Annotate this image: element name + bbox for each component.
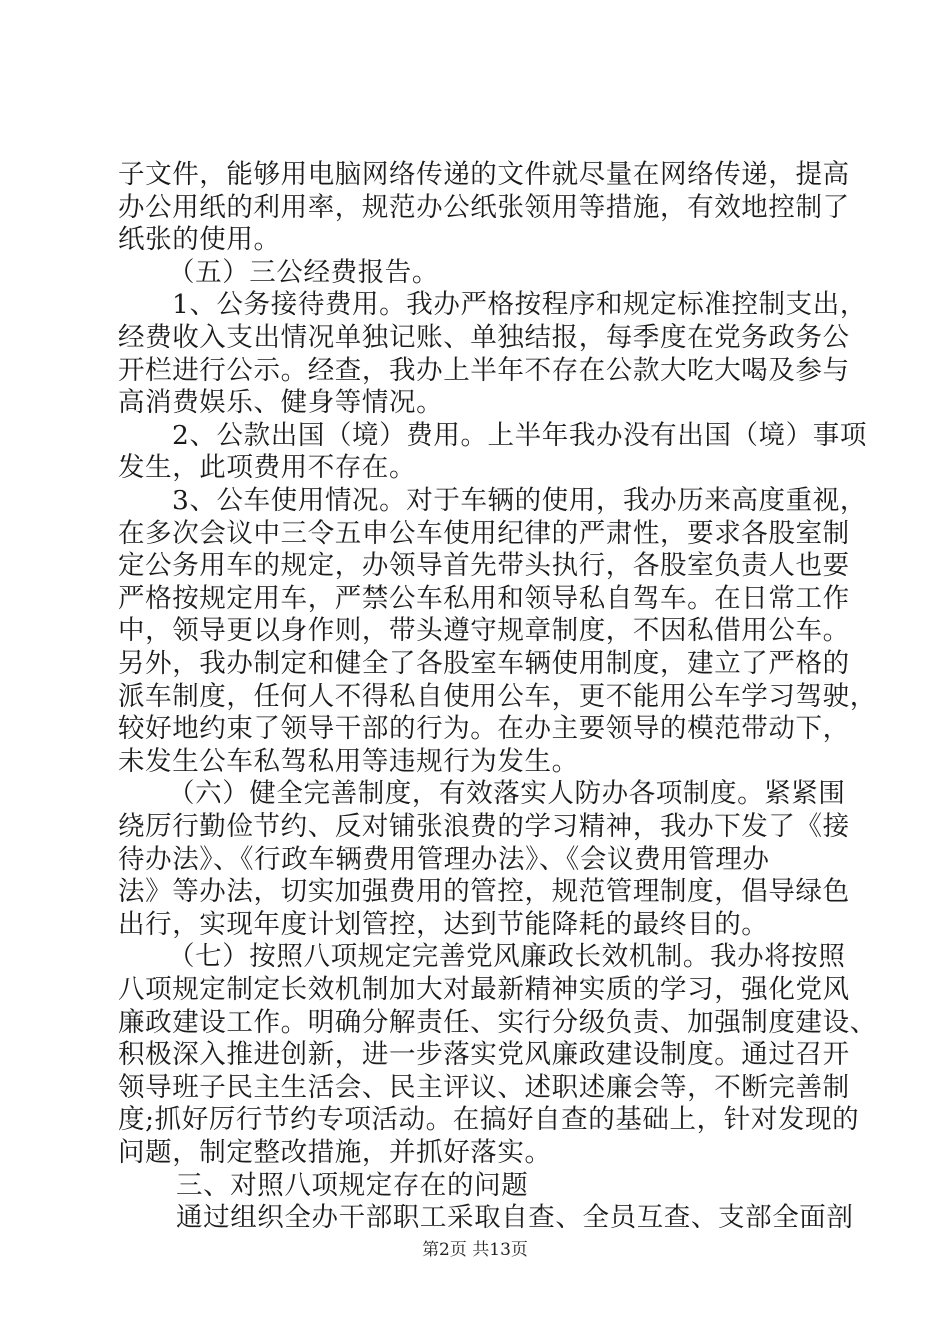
section-heading: （五）三公经费报告。 [168,257,439,288]
text-line: 领导班子民主生活会、民主评议、述职述廉会等，不断完善制 [118,1072,850,1103]
text-line: 出行，实现年度计划管控，达到节能降耗的最终目的。 [118,909,769,940]
section-heading: （七）按照八项规定完善党风廉政长效机制。我办将按照 [168,941,846,972]
text-line: 廉政建设工作。明确分解责任、实行分级负责、加强制度建设、 [118,1007,877,1038]
text-line: 派车制度，任何人不得私自使用公车，更不能用公车学习驾驶， [118,681,877,712]
text-line: 另外，我办制定和健全了各股室车辆使用制度，建立了严格的 [118,648,850,679]
text-line: 未发生公车私驾私用等违规行为发生。 [118,746,579,777]
text-line: 较好地约束了领导干部的行为。在办主要领导的模范带动下， [118,713,850,744]
text-line: 绕厉行勤俭节约、反对铺张浪费的学习精神，我办下发了《接 [118,811,850,842]
text-line: 待办法》、《行政车辆费用管理办法》、《会议费用管理办 [118,844,770,875]
text-line: 3、公车使用情况。对于车辆的使用，我办历来高度重视， [172,485,867,516]
text-line: 1、公务接待费用。我办严格按程序和规定标准控制支出， [172,289,867,320]
text-line: 2、公款出国（境）费用。上半年我办没有出国（境）事项 [172,420,867,451]
text-line: 积极深入推进创新，进一步落实党风廉政建设制度。通过召开 [118,1039,850,1070]
text-line: 开栏进行公示。经查，我办上半年不存在公款大吃大喝及参与 [118,355,850,386]
text-line: 发生，此项费用不存在。 [118,452,417,483]
section-heading: 三、对照八项规定存在的问题 [176,1170,529,1201]
text-line: 八项规定制定长效机制加大对最新精神实质的学习，强化党风 [118,974,850,1005]
text-line: 高消费娱乐、健身等情况。 [118,387,444,418]
text-line: 严格按规定用车，严禁公车私用和领导私自驾车。在日常工作 [118,583,850,614]
text-line: 办公用纸的利用率，规范办公纸张领用等措施，有效地控制了 [118,192,850,223]
text-line: 经费收入支出情况单独记账、单独结报，每季度在党务政务公 [118,322,850,353]
text-line: 在多次会议中三令五申公车使用纪律的严肃性，要求各股室制 [118,518,850,549]
text-line: 子文件，能够用电脑网络传递的文件就尽量在网络传递，提高 [118,159,850,190]
text-line: 中，领导更以身作则，带头遵守规章制度，不因私借用公车。 [118,615,850,646]
text-line: 法》等办法，切实加强费用的管控，规范管理制度，倡导绿色 [118,876,850,907]
text-line: 纸张的使用。 [118,224,281,255]
text-line: 度;抓好厉行节约专项活动。在搞好自查的基础上，针对发现的 [118,1104,860,1135]
text-line: 定公务用车的规定，办领导首先带头执行，各股室负责人也要 [118,550,850,581]
page-number: 第2页 共13页 [422,1240,528,1260]
text-line: 通过组织全办干部职工采取自查、全员互查、支部全面剖 [176,1202,854,1233]
section-heading: （六）健全完善制度，有效落实人防办各项制度。紧紧围 [168,778,846,809]
text-line: 问题，制定整改措施，并抓好落实。 [118,1137,552,1168]
